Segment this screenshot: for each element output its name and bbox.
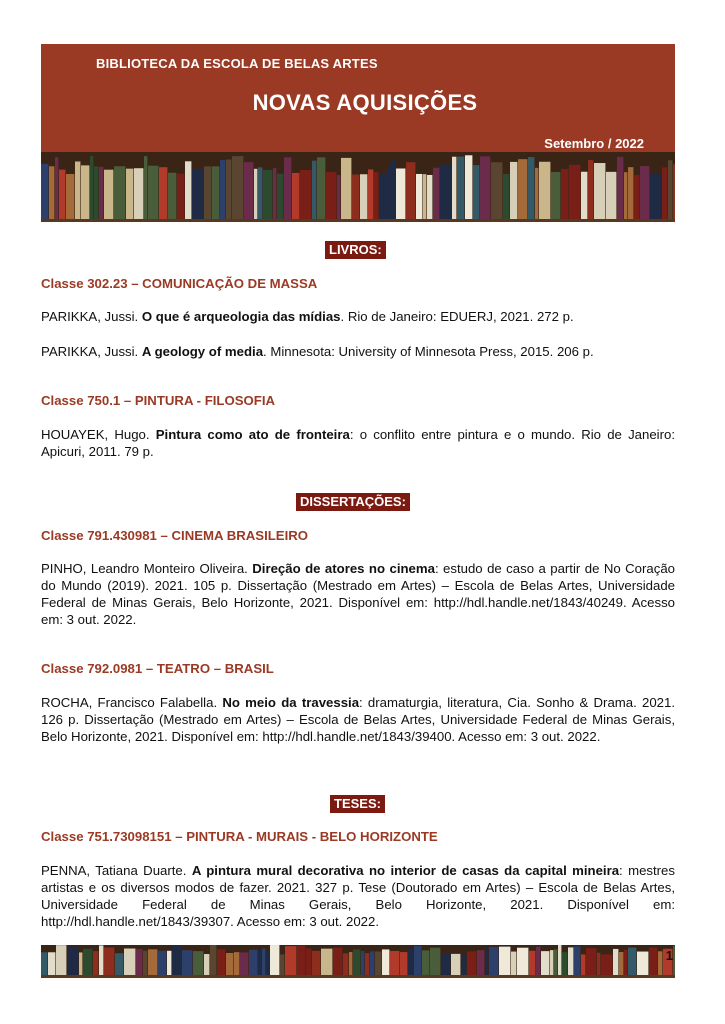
book-spine — [321, 949, 332, 975]
book-spine — [539, 162, 550, 219]
book-spine — [341, 158, 351, 219]
book-spine — [168, 173, 176, 219]
book-spine — [467, 951, 476, 975]
book-spine — [673, 946, 675, 975]
book-spine — [337, 175, 340, 219]
book-spine — [93, 951, 98, 975]
book-spine — [452, 157, 456, 219]
book-spine — [379, 174, 387, 219]
book-spine — [254, 169, 257, 219]
book-spine — [99, 167, 103, 219]
book-spine — [473, 165, 479, 219]
book-spine — [258, 950, 261, 975]
book-spine — [292, 173, 299, 219]
book-spine — [586, 948, 596, 975]
book-spine — [554, 949, 557, 975]
book-spine — [489, 947, 498, 975]
book-spine — [433, 168, 439, 219]
book-spine — [136, 949, 142, 975]
classe-heading: Classe 302.23 – COMUNICAÇÃO DE MASSA — [41, 276, 318, 291]
page-title: NOVAS AQUISIÇÕES — [252, 90, 478, 115]
ref-author: ROCHA, Francisco Falabella. — [41, 695, 223, 710]
ref-title: Direção de atores no cinema — [252, 561, 435, 576]
book-spine — [597, 953, 600, 975]
book-spine — [263, 170, 272, 219]
book-spine — [300, 170, 311, 219]
book-spine — [312, 161, 316, 219]
book-spine — [258, 167, 262, 219]
ref-author: PENNA, Tatiana Duarte. — [41, 863, 192, 878]
book-spine — [529, 951, 535, 975]
bookshelf-graphic — [41, 152, 675, 222]
book-spine — [510, 162, 517, 219]
book-spine — [159, 167, 167, 219]
book-spine — [624, 950, 627, 975]
book-spine — [558, 945, 561, 975]
bookshelf-image-bottom — [41, 945, 675, 978]
book-spine — [422, 950, 429, 975]
book-spine — [204, 166, 211, 219]
book-spine — [143, 951, 147, 975]
book-spine — [581, 954, 585, 975]
book-spine — [204, 954, 209, 975]
bookshelf-graphic — [41, 945, 675, 978]
book-spine — [396, 169, 405, 219]
book-spine — [193, 951, 203, 975]
book-spine — [606, 172, 616, 219]
book-spine — [551, 172, 560, 219]
book-spine — [114, 166, 125, 219]
book-spine — [55, 157, 58, 219]
ref-details: . Rio de Janeiro: EDUERJ, 2021. 272 p. — [340, 309, 574, 324]
book-spine — [277, 174, 283, 219]
book-spine — [628, 167, 633, 219]
book-spine — [232, 156, 243, 219]
book-spine — [353, 949, 360, 975]
ref-author: PINHO, Leandro Monteiro Oliveira. — [41, 561, 253, 576]
book-spine — [220, 160, 225, 219]
book-spine — [649, 948, 657, 975]
classe-heading: Classe 751.73098151 – PINTURA - MURAIS - BELO HORIZONTE — [41, 829, 438, 844]
book-spine — [581, 172, 587, 219]
book-spine — [182, 950, 192, 975]
book-spine — [81, 165, 89, 219]
book-spine — [273, 168, 276, 219]
book-spine — [370, 951, 374, 975]
book-spine — [115, 953, 123, 975]
book-spine — [266, 952, 269, 975]
book-spine — [485, 947, 488, 975]
book-spine — [212, 166, 219, 219]
ref-author: PARIKKA, Jussi. — [41, 309, 142, 324]
book-spine — [226, 953, 233, 975]
book-spine — [262, 948, 265, 975]
ref-details: : estudo de caso a partir de No Coração do Mundo (2019). 2021. 105 p. Dissertação (Mestrado em Artes) – Escola de Belas Artes, Universidade Federal de Minas Gerais, Belo Horizonte, 2021. Disponível em: http://hdl.handle.net/1843/40249. Acesso em: 3 out. 2022. — [41, 561, 675, 627]
book-spine — [668, 160, 672, 219]
bookshelf-image-top — [41, 152, 675, 222]
book-spine — [79, 952, 82, 975]
book-spine — [59, 170, 65, 219]
book-spine — [280, 955, 284, 975]
book-spine — [634, 175, 639, 219]
book-spine — [67, 947, 78, 975]
book-spine — [144, 156, 147, 219]
reference-entry — [41, 426, 675, 460]
ref-details: : mestres artistas e os diversos modos de fazer. 2021. 327 p. Tese (Doutorado em Artes) – Escola de Belas Artes, Universidade Federal de Minas Gerais, Belo Horizonte, 2021. Disponível em: http://hdl.handle.net/1843/39307. Acesso em: 3 out. 2022. — [41, 863, 675, 929]
book-spine — [650, 173, 661, 219]
book-spine — [562, 952, 567, 975]
book-spine — [285, 946, 296, 975]
section-tag-teses: TESES: — [330, 795, 385, 813]
section-tag-livros: LIVROS: — [325, 241, 386, 259]
book-spine — [673, 164, 675, 219]
book-spine — [297, 945, 305, 975]
ref-title: A geology of media — [141, 344, 264, 359]
book-spine — [210, 945, 216, 975]
book-spine — [41, 952, 47, 975]
book-spine — [317, 157, 325, 219]
book-spine — [312, 951, 320, 975]
book-spine — [388, 166, 391, 219]
book-spine — [541, 951, 549, 975]
issue-date: Setembro / 2022 — [544, 136, 644, 151]
book-spine — [185, 161, 191, 219]
ref-author: HOUAYEK, Hugo. — [41, 427, 156, 442]
book-spine — [613, 949, 618, 975]
book-spine — [41, 164, 48, 219]
reference-entry — [41, 308, 675, 325]
reference-entry — [41, 694, 675, 745]
page-number: 1 — [665, 948, 673, 963]
book-spine — [382, 949, 389, 975]
book-spine — [624, 172, 627, 219]
library-name: BIBLIOTECA DA ESCOLA DE BELAS ARTES — [96, 56, 378, 71]
book-spine — [601, 954, 612, 975]
ref-title: O que é arqueologia das mídias — [141, 309, 341, 324]
book-spine — [535, 168, 538, 219]
book-spine — [414, 946, 421, 975]
book-spine — [333, 948, 342, 975]
ref-title: Pintura como ato de fronteira — [155, 427, 350, 442]
reference-entry — [41, 560, 675, 628]
book-spine — [518, 159, 527, 219]
book-spine — [56, 945, 66, 975]
book-spine — [148, 949, 157, 975]
shelf-board — [41, 975, 675, 978]
book-spine — [461, 955, 466, 975]
book-spine — [249, 950, 257, 975]
book-spine — [99, 945, 103, 975]
book-spine — [234, 952, 239, 975]
book-spine — [49, 166, 54, 219]
book-spine — [134, 168, 143, 219]
book-spine — [569, 165, 580, 219]
book-spine — [637, 952, 648, 975]
book-spine — [172, 945, 181, 975]
reference-entry — [41, 862, 675, 930]
book-spine — [568, 947, 573, 975]
book-spine — [284, 157, 291, 219]
book-spine — [374, 172, 378, 219]
book-spine — [617, 157, 623, 219]
book-spine — [226, 160, 231, 219]
book-spine — [480, 156, 490, 219]
book-spine — [352, 175, 359, 219]
book-spine — [240, 952, 248, 975]
book-spine — [167, 951, 171, 975]
book-spine — [217, 949, 225, 975]
book-spine — [511, 952, 516, 975]
book-spine — [503, 174, 509, 219]
book-spine — [368, 169, 373, 219]
book-spine — [640, 166, 649, 219]
book-spine — [408, 948, 413, 975]
classe-heading: Classe 750.1 – PINTURA - FILOSOFIA — [41, 393, 276, 408]
ref-details: : o conflito entre pintura e o mundo. Rio de Janeiro: Apicuri, 2011. 79 p. — [41, 427, 675, 459]
book-spine — [451, 954, 460, 975]
classe-heading: Classe 791.430981 – CINEMA BRASILEIRO — [41, 528, 309, 543]
section-tag-dissertacoes: DISSERTAÇÕES: — [296, 493, 410, 511]
book-spine — [574, 946, 580, 975]
book-spine — [440, 165, 451, 219]
book-spine — [90, 156, 93, 219]
book-spine — [465, 155, 472, 219]
book-spine — [343, 953, 348, 975]
book-spine — [104, 948, 114, 975]
book-spine — [244, 162, 253, 219]
reference-entry — [41, 343, 675, 360]
book-spine — [588, 160, 593, 219]
book-spine — [75, 161, 80, 219]
book-spine — [306, 948, 311, 975]
book-spine — [499, 947, 510, 975]
book-spine — [561, 169, 568, 219]
book-spine — [430, 948, 440, 975]
book-spine — [192, 169, 203, 219]
book-spine — [441, 954, 450, 975]
book-spine — [423, 174, 426, 219]
book-spine — [360, 174, 367, 219]
shelf-board — [41, 219, 675, 222]
book-spine — [104, 170, 113, 219]
book-spine — [365, 953, 369, 975]
ref-title: A pintura mural decorativa no interior de casas da capital mineira — [191, 863, 620, 878]
book-spine — [594, 163, 605, 219]
ref-title: No meio da travessia — [222, 695, 360, 710]
book-spine — [361, 951, 364, 975]
book-spine — [94, 166, 98, 219]
book-spine — [392, 160, 395, 219]
book-spine — [400, 952, 407, 975]
book-spine — [457, 157, 464, 219]
book-spine — [83, 949, 92, 975]
book-spine — [349, 952, 352, 975]
book-spine — [416, 174, 422, 219]
ref-author: PARIKKA, Jussi. — [41, 344, 142, 359]
book-spine — [427, 175, 432, 219]
book-spine — [158, 951, 166, 975]
book-spine — [124, 949, 135, 975]
book-spine — [406, 162, 415, 219]
book-spine — [662, 167, 667, 219]
header-banner — [41, 44, 675, 152]
book-spine — [517, 948, 528, 975]
book-spine — [658, 951, 662, 975]
book-spine — [270, 945, 279, 975]
ref-details: : dramaturgia, literatura, Cia. Sonho & Drama. 2021. 126 p. Dissertação (Mestrado em Artes) – Escola de Belas Artes, Universidade Federal de Minas Gerais, Belo Horizonte, 2021. Disponível em: http://hdl.handle.net/1843/39400. Acesso em: 3 out. 2022. — [41, 695, 675, 744]
ref-details: . Minnesota: University of Minnesota Press, 2015. 206 p. — [263, 344, 594, 359]
book-spine — [66, 174, 74, 219]
classe-heading: Classe 792.0981 – TEATRO – BRASIL — [41, 661, 274, 676]
book-spine — [148, 166, 158, 219]
book-spine — [528, 157, 534, 219]
book-spine — [628, 948, 636, 975]
book-spine — [619, 952, 623, 975]
book-spine — [477, 950, 484, 975]
book-spine — [177, 174, 184, 219]
book-spine — [375, 951, 381, 975]
book-spine — [390, 951, 399, 975]
book-spine — [126, 169, 133, 219]
book-spine — [48, 952, 55, 975]
book-spine — [326, 172, 336, 219]
book-spine — [550, 950, 553, 975]
book-spine — [491, 162, 502, 219]
book-spine — [536, 947, 540, 975]
